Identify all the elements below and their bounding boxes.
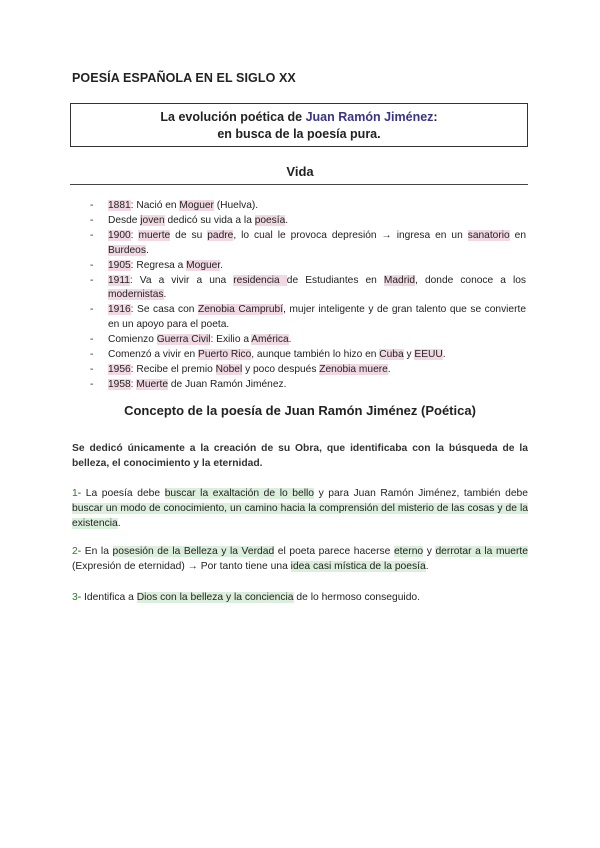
highlight-text: Burdeos	[108, 244, 146, 256]
highlight-text: buscar un modo de conocimiento, un camino hacia la comprensión del misterio de las cosas y de la existencia	[72, 502, 528, 529]
highlight-text: 1905	[108, 259, 131, 271]
life-timeline-list	[90, 199, 526, 393]
text-run: : Se casa con	[130, 304, 198, 316]
text-run: y para Juan Ramón Jiménez, también debe	[314, 488, 528, 499]
section-title-concepto: Concepto de la poesía de Juan Ramón Jiménez (Poética)	[124, 403, 476, 418]
point-number: 2	[72, 546, 78, 557]
text-run: .	[288, 334, 292, 346]
text-run: de Juan Ramón Jiménez.	[168, 378, 287, 390]
document-heading: POESÍA ESPAÑOLA EN EL SIGLO XX	[72, 71, 296, 85]
text-run: y	[423, 546, 436, 557]
highlight-text: Muerte	[136, 378, 169, 390]
highlight-text: poesía	[254, 214, 286, 226]
text-run: : Recibe el premio	[130, 363, 216, 375]
list-item	[90, 259, 526, 274]
highlight-text: Nobel	[215, 363, 243, 375]
highlight-text: 1956	[108, 363, 131, 375]
highlight-text: Cuba	[379, 349, 404, 361]
highlight-text: Zenobia muere	[319, 363, 388, 375]
text-run: .	[117, 517, 121, 529]
title-suffix: :	[433, 110, 438, 124]
text-run: :	[130, 229, 139, 241]
highlight-text: padre	[207, 229, 234, 241]
text-run: .	[387, 363, 391, 375]
list-item	[90, 333, 526, 348]
text-run: de Estudiantes en	[286, 274, 384, 286]
text-run: (Expresión de eternidad) → Por tanto tiene una	[72, 560, 291, 572]
text-run: : Exilio a	[210, 334, 252, 346]
point-number: 3	[72, 592, 78, 603]
text-run: .	[425, 560, 429, 572]
highlight-text: 1958	[108, 378, 131, 390]
text-run: :	[130, 378, 137, 390]
title-box	[70, 103, 528, 147]
text-run: .	[285, 214, 289, 226]
title-line-1	[71, 109, 527, 126]
highlight-text: Moguer	[179, 200, 214, 211]
list-item	[90, 363, 526, 378]
highlight-text: sanatorio	[467, 229, 510, 241]
text-run: , lo cual le provoca depresión → ingresa en un	[233, 229, 468, 241]
text-run: el poeta parece hacerse	[274, 546, 394, 557]
list-item	[90, 229, 526, 259]
text-run: .	[220, 259, 223, 271]
list-item	[90, 214, 526, 229]
concept-point-3	[72, 591, 528, 606]
text-run: y	[403, 349, 415, 361]
highlight-text: Guerra Civil	[156, 334, 211, 346]
text-run: : Va a vivir a una	[129, 274, 234, 286]
highlight-text: buscar la exaltación de lo bello	[164, 488, 315, 499]
highlight-text: América	[251, 334, 289, 346]
text-run: .	[163, 289, 167, 301]
text-run: - Identifica a	[77, 592, 137, 603]
text-run: , mujer inteligente y de gran talento que se convierte en un apoyo para el poeta.	[108, 304, 526, 331]
text-run: .	[145, 244, 149, 256]
point-number: 1	[72, 488, 78, 499]
highlight-text: muerte	[138, 229, 171, 241]
highlight-text: Dios con la belleza y la conciencia	[136, 592, 294, 603]
list-item	[90, 274, 526, 304]
text-run: , donde conoce a los	[415, 274, 527, 286]
highlight-text: idea casi mística de la poesía	[290, 560, 426, 572]
list-item	[90, 378, 526, 393]
title-prefix: La evolución poética de	[160, 110, 306, 124]
highlight-text: posesión de la Belleza y la Verdad	[112, 546, 275, 557]
text-run: , aunque también lo hizo en	[251, 349, 380, 361]
highlight-text: eterno	[393, 546, 424, 557]
highlight-text: joven	[140, 214, 165, 226]
section-title-vida: Vida	[286, 164, 314, 179]
text-run: y poco después	[242, 363, 320, 375]
highlight-text: modernistas	[108, 289, 164, 301]
text-run: dedicó su vida a la	[164, 214, 255, 226]
section-divider-vida	[70, 184, 528, 185]
highlight-text: residencia	[233, 274, 287, 286]
list-item	[90, 199, 526, 214]
list-item	[90, 348, 526, 363]
highlight-text: Puerto Rico	[198, 349, 252, 361]
text-run: .	[442, 349, 446, 361]
author-name: Juan Ramón Jiménez	[305, 110, 434, 124]
highlight-text: Zenobia Camprubí	[197, 304, 284, 316]
concept-point-2	[72, 545, 528, 575]
text-run: : Nació en	[130, 200, 180, 211]
title-line-2: en busca de la poesía pura.	[217, 127, 381, 141]
highlight-text: 1900	[108, 229, 131, 241]
text-run: - En la	[77, 546, 113, 557]
highlight-text: 1881	[108, 200, 131, 211]
text-run: Comienzo	[108, 334, 157, 346]
highlight-text: derrotar a la muerte	[435, 546, 529, 557]
list-item	[90, 303, 526, 333]
concept-intro: Se dedicó únicamente a la creación de su Obra, que identificaba con la búsqueda de la belleza, el conocimiento y la eternidad.	[72, 443, 528, 469]
concept-point-1	[72, 487, 528, 531]
text-run: Comenzó a vivir en	[108, 349, 199, 361]
text-run: Desde	[108, 214, 141, 226]
highlight-text: 1916	[108, 304, 131, 316]
highlight-text: EEUU	[414, 349, 443, 361]
text-run: : Regresa a	[130, 259, 187, 271]
text-run: en	[509, 229, 526, 241]
highlight-text: Madrid	[383, 274, 416, 286]
highlight-text: Moguer	[186, 259, 221, 271]
text-run: de su	[170, 229, 208, 241]
text-run: de lo hermoso conseguido.	[293, 592, 421, 603]
highlight-text: 1911	[108, 274, 130, 286]
text-run: (Huelva).	[213, 200, 259, 211]
text-run: - La poesía debe	[77, 488, 165, 499]
